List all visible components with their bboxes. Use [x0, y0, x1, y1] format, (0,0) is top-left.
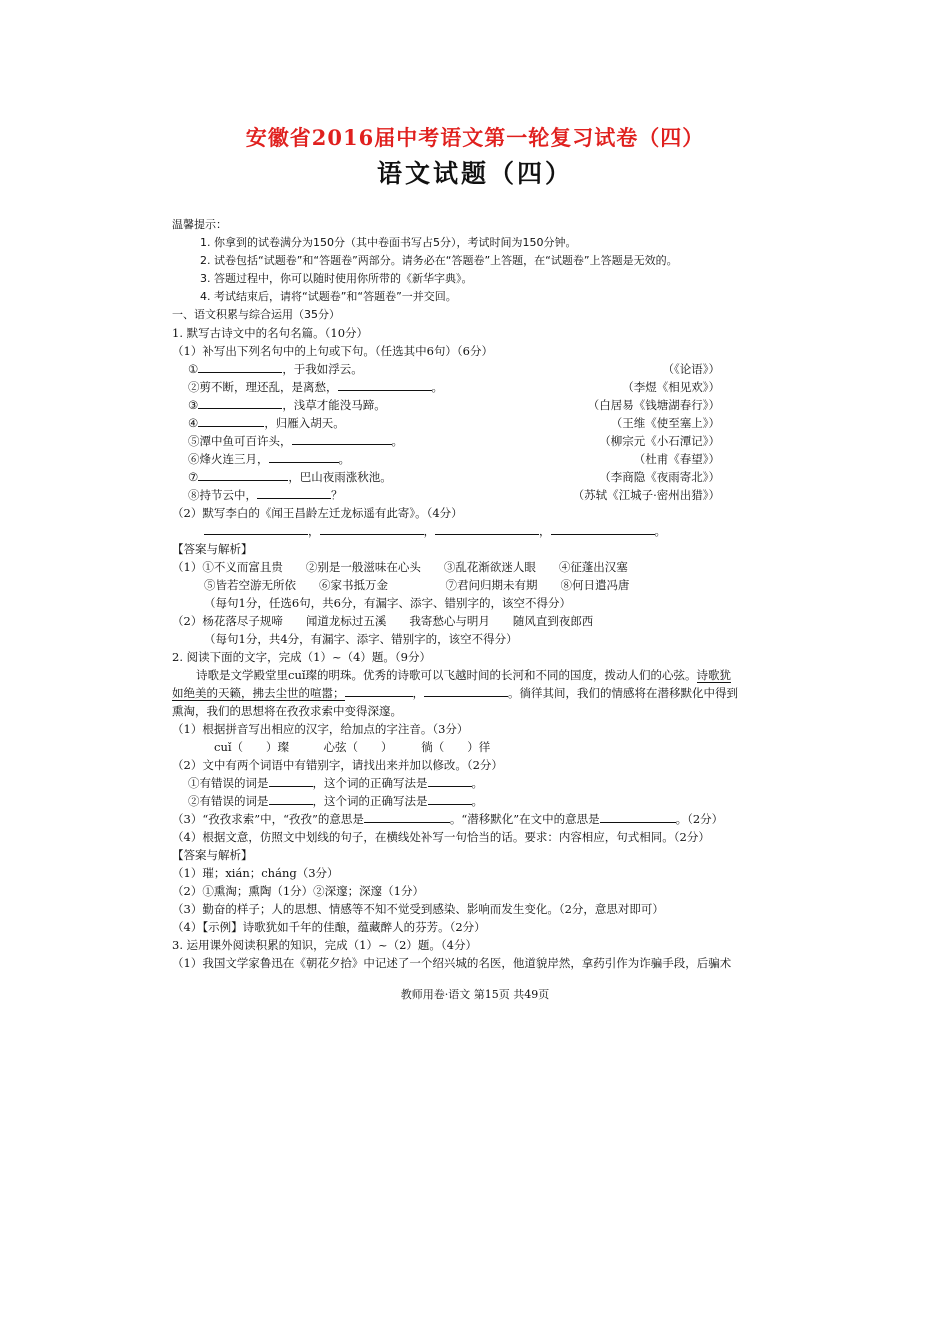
q2-sub2: （2）文中有两个词语中有错别字，请找出来并加以修改。（2分） [172, 758, 503, 772]
recite-line: ⑧持节云中， ？ （苏轼《江城子·密州出猎》） [188, 488, 720, 502]
tip-item: 4. 考试结束后，请将“试题卷”和“答题卷”一并交回。 [200, 290, 457, 303]
recite-line: ① ，于我如浮云。 （《论语》） [188, 362, 720, 376]
document-title-red: 安徽省2016届中考语文第一轮复习试卷（四） [245, 125, 705, 150]
exam-content [172, 216, 792, 972]
q2-sub4: （4）根据文意，仿照文中划线的句子，在横线处补写一句恰当的话。要求：内容相应，句式相同。（2分） [172, 830, 710, 844]
passage-line: 如绝美的天籁，拂去尘世的喧嚣； ， 。徜徉其间，我们的情感将在潜移默化中得到 [172, 686, 738, 700]
q1-sub2: （2）默写李白的《闻王昌龄左迁龙标遥有此寄》。（4分） [172, 506, 463, 520]
q1-sub1: （1）补写出下列名句中的上句或下句。（任选其中6句）（6分） [172, 344, 493, 358]
answer-line: （3）勤奋的样子；人的思想、情感等不知不觉受到感染、影响而发生变化。（2分，意思对即可） [172, 902, 664, 916]
answer-line: （4）【示例】诗歌犹如千年的佳酿，蕴藏醉人的芬芳。（2分） [172, 920, 486, 934]
answer-line: ⑤皆若空游无所依 ⑥家书抵万金 ⑦君问归期未有期 ⑧何日遣冯唐 [204, 578, 630, 592]
recite-line: ⑦ ，巴山夜雨涨秋池。 （李商隐《夜雨寄北》） [188, 470, 720, 484]
tips-heading: 温馨提示： [172, 218, 227, 231]
q2-sub2-line: ①有错误的词是 ，这个词的正确写法是 。 [188, 776, 483, 790]
q2-sub2-line: ②有错误的词是 ，这个词的正确写法是 。 [188, 794, 483, 808]
recite-line: ⑥烽火连三月， 。 （杜甫《春望》） [188, 452, 720, 466]
poem-blanks: ， ， ， 。 [172, 522, 792, 540]
q1-stem: 1. 默写古诗文中的名句名篇。（10分） [172, 326, 369, 340]
answer-line: （每句1分，共4分，有漏字、添字、错别字的，该空不得分） [204, 632, 518, 646]
recite-line: ⑤潭中鱼可百许头， 。 （柳宗元《小石潭记》） [188, 434, 720, 448]
recite-line: ③ ，浅草才能没马蹄。 （白居易《钱塘湖春行》） [188, 398, 720, 412]
answer-line: （1）①不义而富且贵 ②别是一般滋味在心头 ③乱花渐欲迷人眼 ④征蓬出汉塞 [172, 560, 628, 574]
answer-line: （每句1分，任选6句，共6分，有漏字、添字、错别字的，该空不得分） [204, 596, 571, 610]
q2-stem: 2. 阅读下面的文字，完成（1）~（4）题。（9分） [172, 650, 431, 664]
passage-line: 熏淘，我们的思想将在孜孜求索中变得深邃。 [172, 704, 402, 718]
q2-sub1: （1）根据拼音写出相应的汉字，给加点的字注音。（3分） [172, 722, 469, 736]
recite-line: ②剪不断，理还乱，是离愁， 。 （李煜《相见欢》） [188, 380, 720, 394]
tip-item: 1. 你拿到的试卷满分为150分（其中卷面书写占5分），考试时间为150分钟。 [200, 236, 577, 249]
tip-item: 2. 试卷包括“试题卷”和“答题卷”两部分。请务必在“答题卷”上答题，在“试题卷”上答题是无效的。 [200, 254, 678, 267]
section-heading: 一、语文积累与综合运用（35分） [172, 308, 340, 321]
q3-stem: 3. 运用课外阅读积累的知识，完成（1）~（2）题。（4分） [172, 938, 477, 952]
answer-heading: 【答案与解析】 [172, 848, 253, 862]
answer-line: （2）①熏淘；熏陶（1分）②深邃；深邃（1分） [172, 884, 424, 898]
q2-sub3: （3）“孜孜求索”中，“孜孜”的意思是 。“潜移默化”在文中的意思是 。（2分） [172, 812, 724, 826]
page-footer: 教师用卷·语文 第15页 共49页 [400, 988, 550, 1001]
q2-sub1-blanks: cuǐ（ ）璨 心弦（ ） 徜（ ）徉 [214, 740, 491, 754]
tip-item: 3. 答题过程中，你可以随时使用你所带的《新华字典》。 [200, 272, 473, 285]
recite-line: ④ ，归雁入胡天。 （王维《使至塞上》） [188, 416, 720, 430]
document-title-main: 语文试题（四） [376, 159, 573, 188]
answer-line: （2）杨花落尽子规啼 闻道龙标过五溪 我寄愁心与明月 随风直到夜郎西 [172, 614, 594, 628]
q3-sub1: （1）我国文学家鲁迅在《朝花夕拾》中记述了一个绍兴城的名医，他道貌岸然，拿药引作为诈骗手段，后骗术 [172, 956, 732, 970]
passage-line: 诗歌是文学殿堂里cuǐ璨的明珠。优秀的诗歌可以飞越时间的长河和不同的国度，拨动人们的心弦。诗歌犹 [196, 668, 732, 682]
answer-heading: 【答案与解析】 [172, 542, 253, 556]
answer-line: （1）璀；xián；cháng（3分） [172, 866, 339, 880]
